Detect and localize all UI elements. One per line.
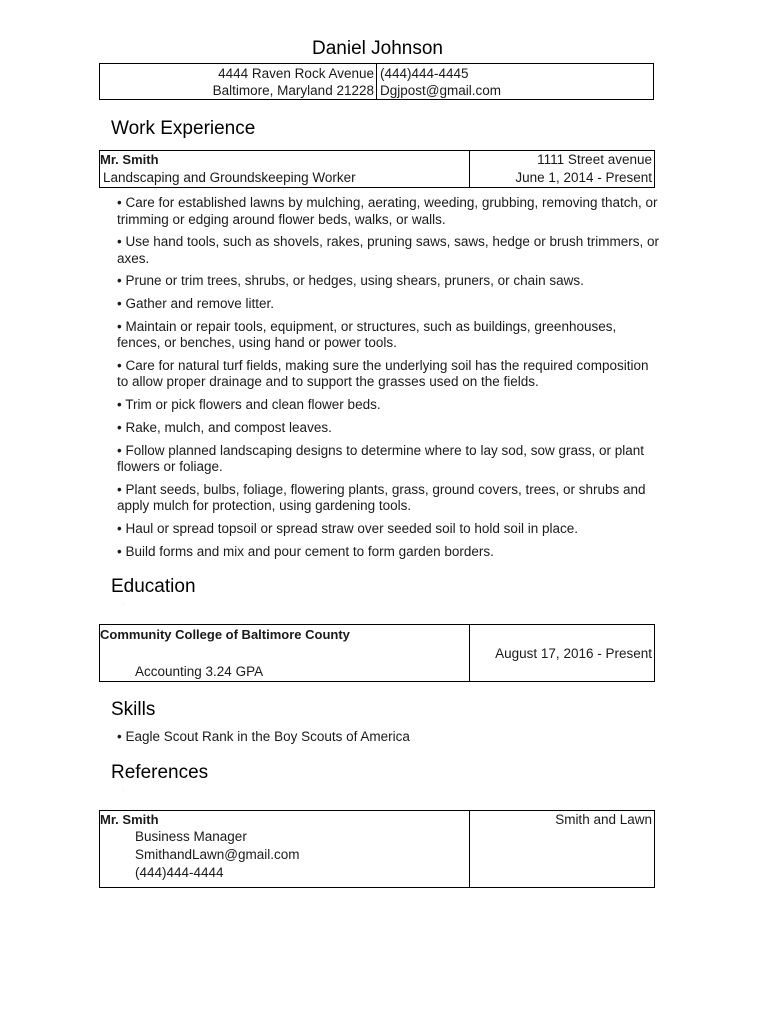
list-item: • Eagle Scout Rank in the Boy Scouts of America: [117, 729, 410, 744]
list-item: • Prune or trim trees, shrubs, or hedges, using shears, pruners, or chain saws.: [117, 273, 584, 289]
email: Dgjpost@gmail.com: [380, 83, 501, 98]
references-heading: References: [111, 762, 209, 783]
list-item: • Care for natural turf fields, making sure the underlying soil has the required composition to allow proper drainage and to support the grasses used on the fields.: [117, 357, 649, 390]
references-box: [99, 810, 655, 888]
work-location: 1111 Street avenue: [537, 152, 652, 167]
reference-role: Business Manager: [135, 829, 247, 844]
applicant-name: Daniel Johnson: [312, 38, 443, 59]
list-item: • Maintain or repair tools, equipment, or structures, such as buildings, greenhouses, fences, or benches, using hand or power tools.: [117, 318, 617, 351]
skills-list: [117, 729, 410, 744]
work-header-box: [99, 150, 655, 188]
reference-phone: (444)444-4444: [135, 865, 224, 880]
list-item: • Build forms and mix and pour cement to form garden borders.: [117, 543, 494, 559]
work-employer: Mr. Smith: [100, 152, 159, 167]
education-heading: Education: [111, 576, 196, 597]
phone: (444)444-4445: [380, 66, 469, 81]
list-item: • Haul or spread topsoil or spread straw over seeded soil to hold soil in place.: [117, 520, 578, 536]
reference-name: Mr. Smith: [100, 812, 159, 827]
education-box: [99, 624, 655, 682]
school-name: Community College of Baltimore County: [100, 627, 350, 642]
list-item: • Gather and remove litter.: [117, 296, 275, 312]
address-line-1: 4444 Raven Rock Avenue: [218, 66, 374, 81]
contact-box: [99, 63, 654, 100]
list-item: • Rake, mulch, and compost leaves.: [117, 419, 332, 435]
education-dates: August 17, 2016 - Present: [495, 646, 652, 661]
phone-email-cell: [380, 64, 501, 100]
work-title: Landscaping and Groundskeeping Worker: [103, 170, 356, 185]
work-duties-list: [117, 195, 662, 566]
decorative-mark: ·: [122, 788, 124, 794]
work-experience-heading: Work Experience: [111, 118, 256, 139]
reference-company: Smith and Lawn: [555, 812, 652, 827]
education-program: Accounting 3.24 GPA: [135, 664, 264, 679]
list-item: • Follow planned landscaping designs to determine where to lay sod, sow grass, or plant flowers or foliage.: [117, 442, 645, 474]
references-box-divider: [469, 811, 470, 887]
skills-heading: Skills: [111, 699, 156, 720]
reference-email: SmithandLawn@gmail.com: [135, 847, 300, 862]
list-item: • Trim or pick flowers and clean flower beds.: [117, 397, 381, 413]
list-item: • Use hand tools, such as shovels, rakes, pruning saws, saws, hedge or brush trimmers, or axes.: [117, 234, 659, 266]
work-box-divider: [469, 151, 470, 187]
education-box-divider: [469, 625, 470, 681]
list-item: • Plant seeds, bulbs, foliage, flowering plants, grass, ground covers, trees, or shrubs and apply mulch for protection, using gardening tools.: [117, 481, 646, 514]
address-line-2: Baltimore, Maryland 21228: [212, 83, 374, 98]
address-cell: [100, 64, 377, 99]
decorative-mark: ·: [122, 602, 124, 608]
list-item: • Care for established lawns by mulching, aerating, weeding, grubbing, removing thatch, or trimming or edging around flower beds, walks, or walls.: [117, 195, 658, 227]
work-dates: June 1, 2014 - Present: [515, 170, 652, 185]
